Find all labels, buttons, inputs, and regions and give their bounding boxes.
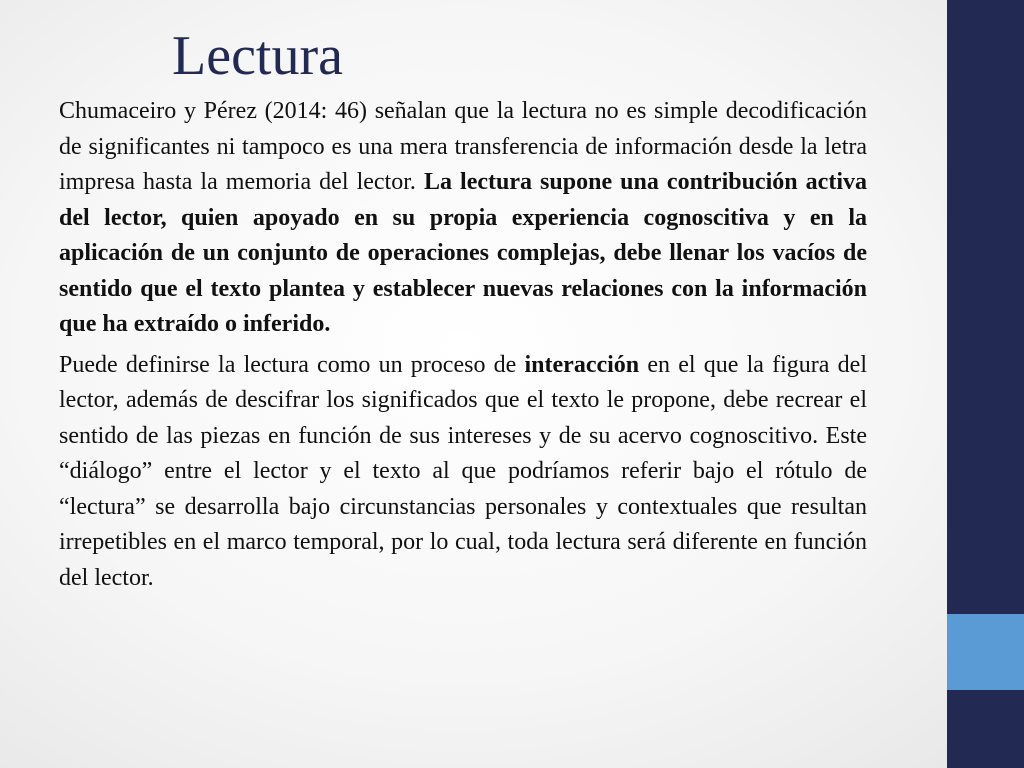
paragraph-1-intro: Chumaceiro y Pérez (2014: 46) señalan que la lectura no es simple decodificación de significantes ni tampoco es una mera transferencia de información desde la letra impresa hasta la memoria del lector. (59, 98, 867, 195)
paragraph-1-bold: La lectura supone una contribución activa del lector, quien apoyado en su propia experiencia cognoscitiva y en la aplicación de un conjunto de operaciones complejas, debe llenar los vacíos de sentido que el texto plantea y establecer nuevas relaciones con la información que ha extraído o inferido. (59, 169, 867, 337)
paragraph-1 (59, 94, 867, 343)
paragraph-2-before: Puede definirse la lectura como un proceso de (59, 351, 525, 378)
paragraph-2-bold: interacción (524, 351, 640, 378)
paragraph-2 (59, 348, 867, 597)
slide-body (59, 94, 867, 601)
paragraph-2-after: en el que la figura del lector, además de descifrar los significados que el texto le propone, debe recrear el sentido de las piezas en función de sus intereses y de su acervo cognoscitivo. Este “diálogo” entre el lector y el texto al que podríamos referir bajo el rótulo de “lectura” se desarrolla bajo circunstancias personales y contextuales que resultan irrepetibles en el marco temporal, por lo cual, toda lectura será diferente en función del lector. (59, 351, 867, 591)
slide-title: Lectura (172, 25, 343, 87)
sidebar-accent-block (947, 614, 1024, 690)
